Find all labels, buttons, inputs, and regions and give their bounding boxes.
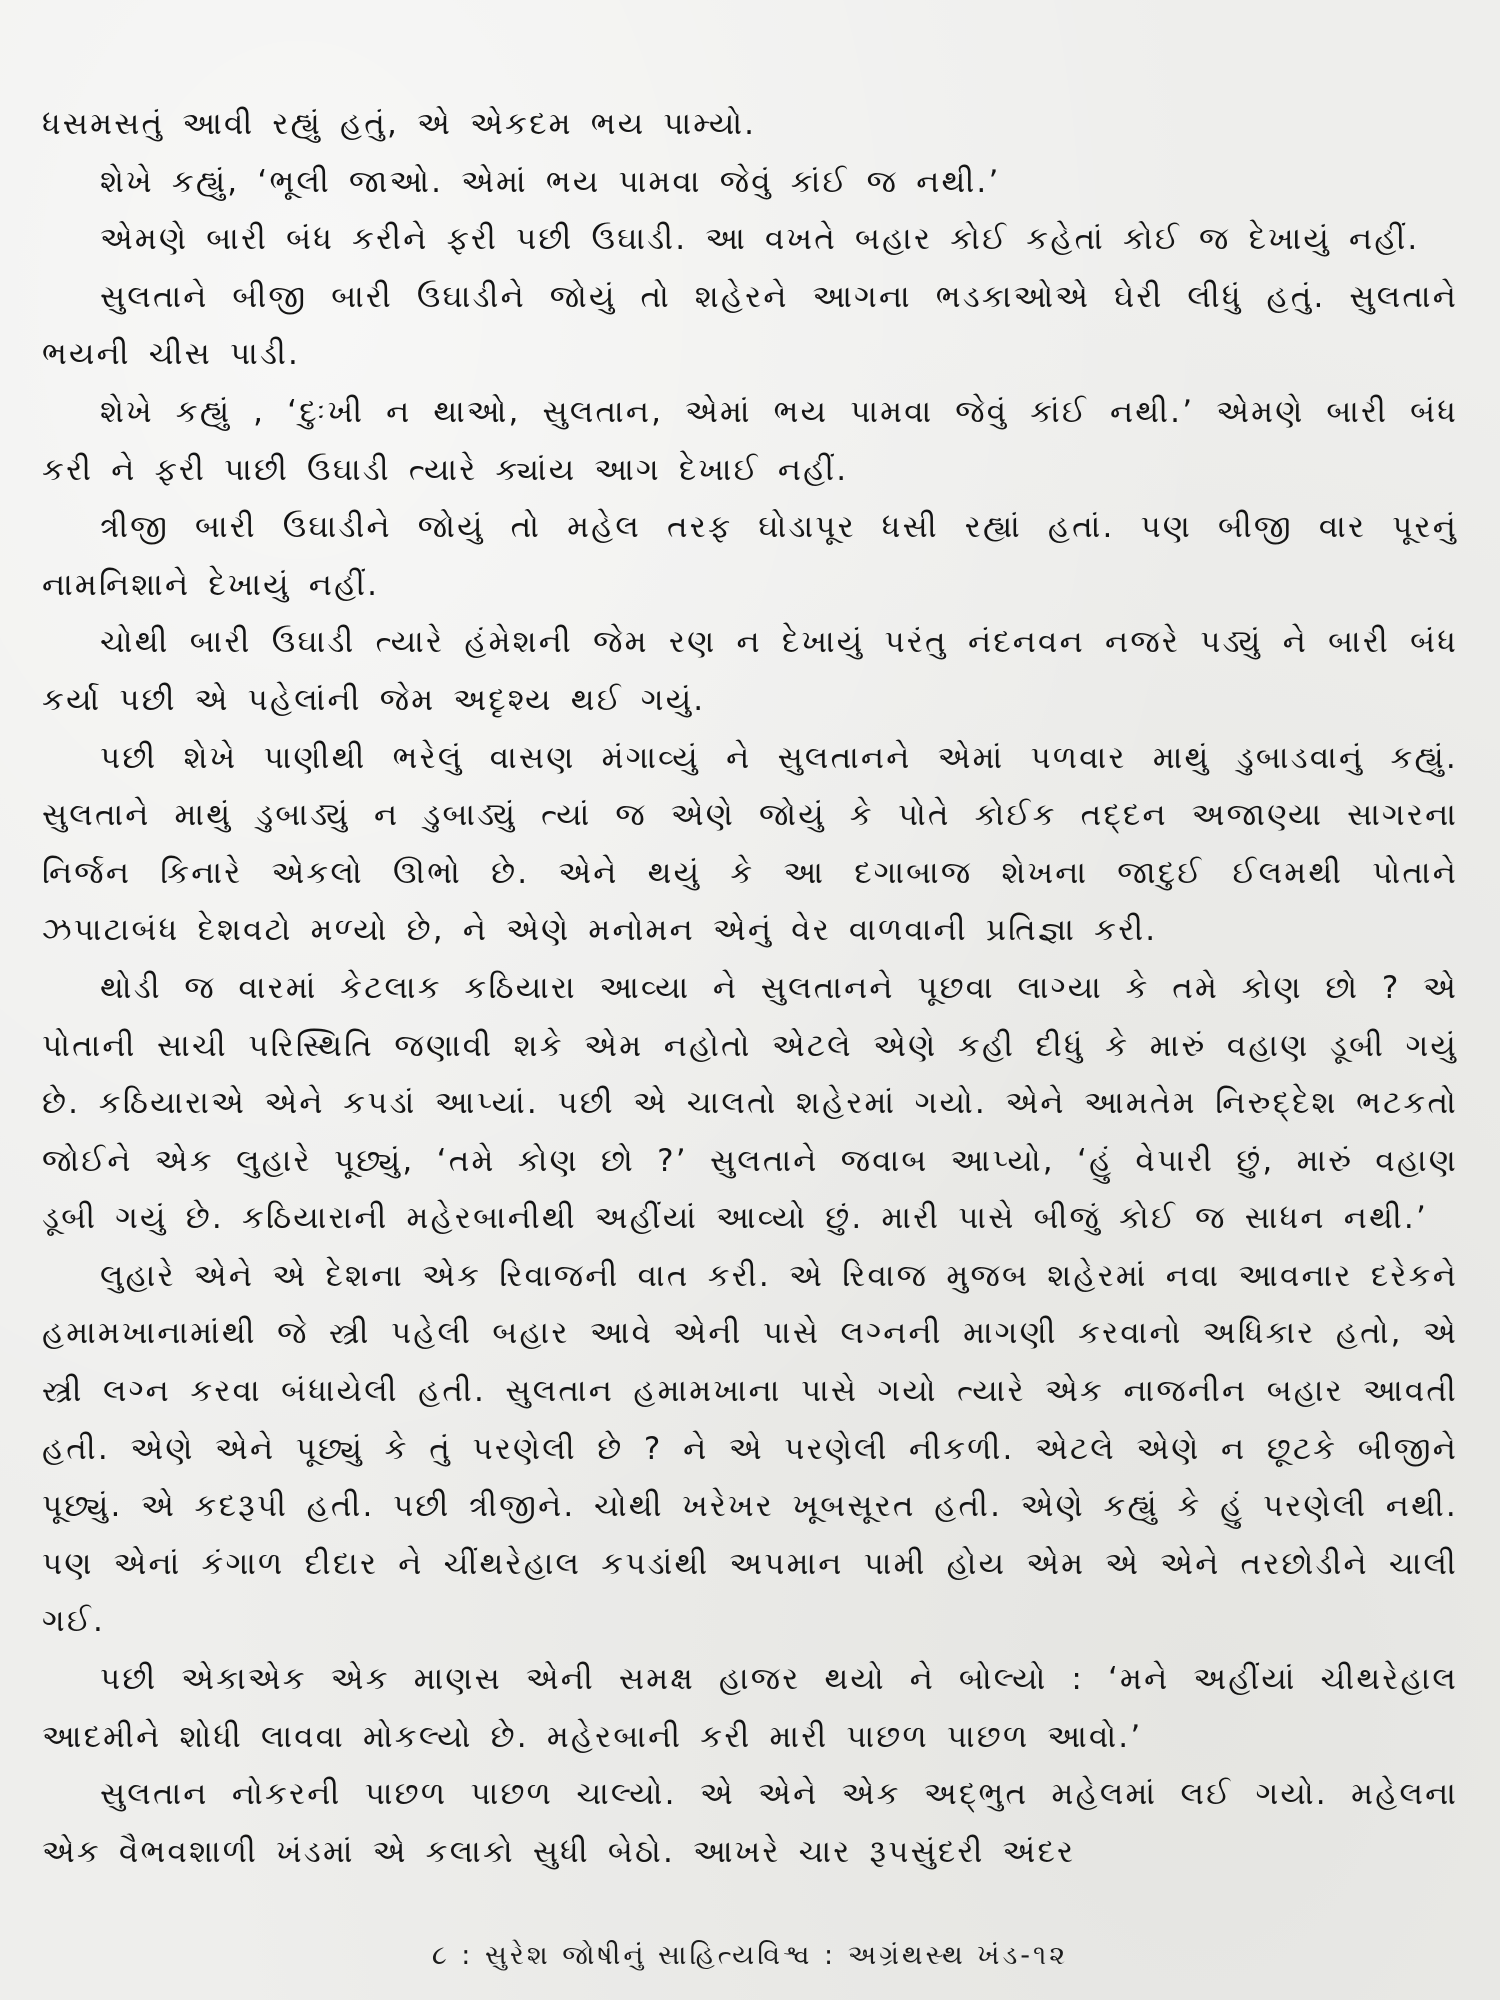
paragraph-8: પછી શેખે પાણીથી ભરેલું વાસણ મંગાવ્યું ને સુલતાનને એમાં પળવાર માથું ડુબાડવાનું કહ્યું. સુલતાને માથું ડુબાડ્યું ન ડુબાડ્યું ત્યાં જ એણે જોયું કે પોતે કોઈક તદ્દન અજાણ્યા સાગરના નિર્જન કિનારે એકલો ઊભો છે. એને થયું કે આ દગાબાજ શેખના જાદુઈ ઈલમથી પોતાને ઝપાટાબંધ દેશવટો મળ્યો છે, ને એણે મનોમન એનું વેર વાળવાની પ્રતિજ્ઞા કરી. [42, 739, 1458, 949]
paragraph-4: સુલતાને બીજી બારી ઉઘાડીને જોયું તો શહેરને આગના ભડકાઓએ ઘેરી લીધું હતું. સુલતાને ભયની ચીસ પાડી. [42, 278, 1458, 373]
paragraph-12: સુલતાન નોકરની પાછળ પાછળ ચાલ્યો. એ એને એક અદ્ભુત મહેલમાં લઈ ગયો. મહેલના એક વૈભવશાળી ખંડમાં એ કલાકો સુધી બેઠો. આખરે ચાર રૂપસુંદરી અંદર [42, 1776, 1458, 1870]
paragraph-2: શેખે કહ્યું, ‘ભૂલી જાઓ. એમાં ભય પામવા જેવું કાંઈ જ નથી.’ [100, 163, 1001, 200]
paragraph-10: લુહારે એને એ દેશના એક રિવાજની વાત કરી. એ રિવાજ મુજબ શહેરમાં નવા આવનાર દરેકને હમામખાનામાંથી જે સ્ત્રી પહેલી બહાર આવે એની પાસે લગ્નની માગણી કરવાનો અધિકાર હતો, એ સ્ત્રી લગ્ન કરવા બંધાયેલી હતી. સુલતાન હમામખાના પાસે ગયો ત્યારે એક નાજનીન બહાર આવતી હતી. એણે એને પૂછ્યું કે તું પરણેલી છે ? ને એ પરણેલી નીકળી. એટલે એણે ન છૂટકે બીજીને પૂછ્યું. એ કદરૂપી હતી. પછી ત્રીજીને. ચોથી ખરેખર ખૂબસૂરત હતી. એણે કહ્યું કે હું પરણેલી નથી. પણ એનાં કંગાળ દીદાર ને ચીંથરેહાલ કપડાંથી અપમાન પામી હોય એમ એ એને તરછોડીને ચાલી ગઈ. [42, 1257, 1458, 1640]
page-text-body [42, 96, 1458, 1881]
page-footer: ૮ : સુરેશ જોષીનું સાહિત્યવિશ્વ : અગ્રંથસ્થ ખંડ-૧૨ [431, 1940, 1069, 1971]
paragraph-1: ધસમસતું આવી રહ્યું હતું, એ એકદમ ભય પામ્યો. [42, 106, 757, 142]
paragraph-11: પછી એકાએક એક માણસ એની સમક્ષ હાજર થયો ને બોલ્યો : ‘મને અહીંયાં ચીથરેહાલ આદમીને શોધી લાવવા મોકલ્યો છે. મહેરબાની કરી મારી પાછળ પાછળ આવો.’ [42, 1661, 1458, 1755]
paragraph-6: ત્રીજી બારી ઉઘાડીને જોયું તો મહેલ તરફ ઘોડાપૂર ધસી રહ્યાં હતાં. પણ બીજી વાર પૂરનું નામનિશાને દેખાયું નહીં. [42, 509, 1458, 603]
paragraph-7: ચોથી બારી ઉઘાડી ત્યારે હંમેશની જેમ રણ ન દેખાયું પરંતુ નંદનવન નજરે પડ્યું ને બારી બંધ કર્યા પછી એ પહેલાંની જેમ અદૃશ્ય થઈ ગયું. [42, 624, 1458, 718]
paragraph-9: થોડી જ વારમાં કેટલાક કઠિયારા આવ્યા ને સુલતાનને પૂછવા લાગ્યા કે તમે કોણ છો ? એ પોતાની સાચી પરિસ્થિતિ જણાવી શકે એમ નહોતો એટલે એણે કહી દીધું કે મારું વહાણ ડૂબી ગયું છે. કઠિયારાએ એને કપડાં આપ્યાં. પછી એ ચાલતો શહેરમાં ગયો. એને આમતેમ નિરુદ્દેશ ભટકતો જોઈને એક લુહારે પૂછ્યું, ‘તમે કોણ છો ?’ સુલતાને જવાબ આપ્યો, ‘હું વેપારી છું, મારું વહાણ ડૂબી ગયું છે. કઠિયારાની મહેરબાનીથી અહીંયાં આવ્યો છું. મારી પાસે બીજું કોઈ જ સાધન નથી.’ [42, 969, 1458, 1237]
paragraph-3: એમણે બારી બંધ કરીને ફરી પછી ઉઘાડી. આ વખતે બહાર કોઈ કહેતાં કોઈ જ દેખાયું નહીં. [100, 221, 1420, 258]
paragraph-5: શેખે કહ્યું , ‘દુઃખી ન થાઓ, સુલતાન, એમાં ભય પામવા જેવું કાંઈ નથી.’ એમણે બારી બંધ કરી ને ફરી પાછી ઉઘાડી ત્યારે ક્યાંય આગ દેખાઈ નહીં. [42, 393, 1458, 488]
